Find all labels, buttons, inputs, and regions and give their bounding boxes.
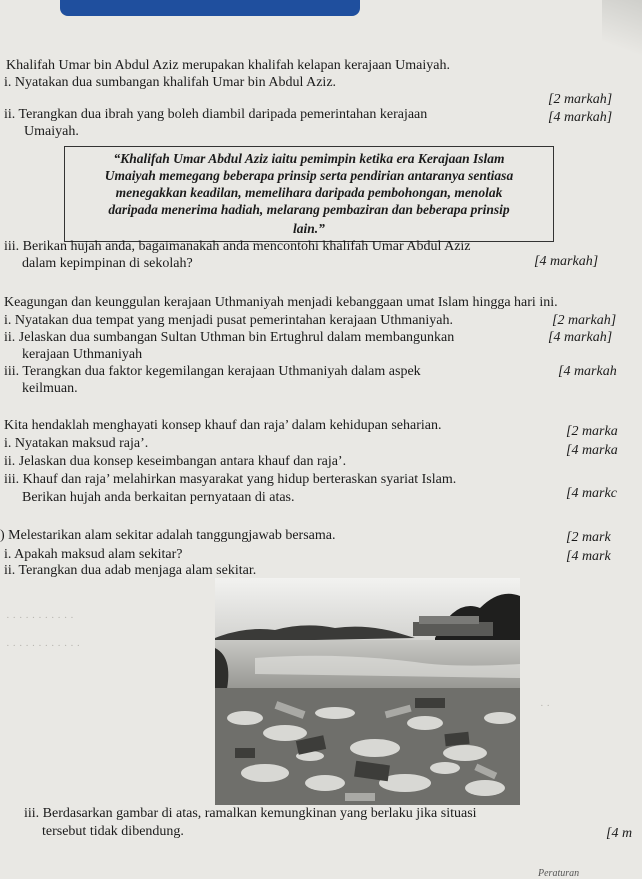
q4-iii-text-1: iii. Berdasarkan gambar di atas, ramalkan kemungkinan yang berlaku jika situasi xyxy=(24,806,477,821)
q3-ii-text: ii. Jelaskan dua konsep keseimbangan antara khauf dan raja’. xyxy=(4,454,347,469)
q3-i-marks: [2 marka xyxy=(566,424,618,439)
q2-ii-marks: [4 markah] xyxy=(548,330,613,345)
q1-intro: Khalifah Umar bin Abdul Aziz merupakan khalifah kelapan kerajaan Umaiyah. xyxy=(6,58,450,73)
q3-iii-text-1: iii. Khauf dan raja’ melahirkan masyarakat yang hidup berteraskan syariat Islam. xyxy=(4,472,457,487)
quote-line-2: Umaiyah memegang beberapa prinsip serta pendirian antaranya sentiasa xyxy=(104,168,514,183)
polluted-river-icon xyxy=(215,578,520,805)
q2-iii-text-2: keilmuan. xyxy=(22,381,78,396)
q1-iii-text-1: iii. Berikan hujah anda, bagaimanakah anda mencontohi khalifah Umar Abdul Aziz xyxy=(4,239,471,254)
top-blue-bar xyxy=(60,0,360,16)
q4-ii-marks: [4 mark xyxy=(566,549,611,564)
q2-ii-text-2: kerajaan Uthmaniyah xyxy=(22,347,143,362)
quote-line-3: menegakkan keadilan, memelihara daripada pembohongan, menolak xyxy=(115,185,503,200)
page-corner-shadow xyxy=(602,0,642,80)
q1-ii-text-2: Umaiyah. xyxy=(24,124,79,139)
q3-i-text: i. Nyatakan maksud raja’. xyxy=(4,436,149,451)
q2-i-marks: [2 markah] xyxy=(552,313,617,328)
q2-intro: Keagungan dan keunggulan kerajaan Uthmaniyah menjadi kebanggaan umat Islam hingga hari ini. xyxy=(4,295,558,310)
polluted-river-photo xyxy=(215,578,520,805)
footer-text: Peraturan xyxy=(538,868,580,879)
quote-line-4: daripada menerima hadiah, melarang pembaziran dan beberapa prinsip xyxy=(108,202,510,217)
q4-i-text: i. Apakah maksud alam sekitar? xyxy=(4,547,183,562)
q1-ii-marks: [4 markah] xyxy=(548,110,613,125)
quote-line-1: “Khalifah Umar Abdul Aziz iaitu pemimpin ketika era Kerajaan Islam xyxy=(113,151,505,166)
q1-i-text: i. Nyatakan dua sumbangan khalifah Umar bin Abdul Aziz. xyxy=(4,75,337,90)
bleed-through-mark: · · · · · · · · · · · xyxy=(6,612,74,624)
q4-ii-text: ii. Terangkan dua adab menjaga alam sekitar. xyxy=(4,563,257,578)
q1-iii-marks: [4 markah] xyxy=(534,254,599,269)
bleed-through-mark: · · xyxy=(540,700,551,712)
quote-line-5: lain.” xyxy=(293,221,325,236)
q4-iii-text-2: tersebut tidak dibendung. xyxy=(42,824,184,839)
q2-iii-text-1: iii. Terangkan dua faktor kegemilangan kerajaan Uthmaniyah dalam aspek xyxy=(4,364,421,379)
q4-intro: ) Melestarikan alam sekitar adalah tanggungjawab bersama. xyxy=(0,528,336,543)
q3-ii-marks: [4 marka xyxy=(566,443,618,458)
q1-i-marks: [2 markah] xyxy=(548,92,613,107)
q4-i-marks: [2 mark xyxy=(566,530,611,545)
q3-iii-text-2: Berikan hujah anda berkaitan pernyataan di atas. xyxy=(22,490,295,505)
q3-intro: Kita hendaklah menghayati konsep khauf dan raja’ dalam kehidupan seharian. xyxy=(4,418,442,433)
bleed-through-mark: · · · · · · · · · · · · xyxy=(6,640,81,652)
q1-ii-text-1: ii. Terangkan dua ibrah yang boleh diambil daripada pemerintahan kerajaan xyxy=(4,107,428,122)
q2-iii-marks: [4 markah xyxy=(558,364,617,379)
q4-iii-marks: [4 m xyxy=(606,826,633,841)
q3-iii-marks: [4 markc xyxy=(566,486,617,501)
q1-iii-text-2: dalam kepimpinan di sekolah? xyxy=(22,256,193,271)
q2-ii-text-1: ii. Jelaskan dua sumbangan Sultan Uthman bin Ertughrul dalam membangunkan xyxy=(4,330,455,345)
q2-i-text: i. Nyatakan dua tempat yang menjadi pusat pemerintahan kerajaan Uthmaniyah. xyxy=(4,313,454,328)
quote-box xyxy=(64,146,554,242)
